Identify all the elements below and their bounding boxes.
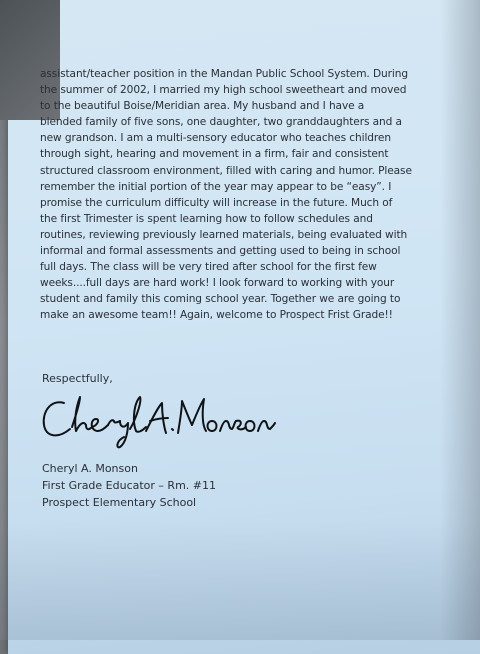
signer-title: First Grade Educator – Rm. #11 [42, 479, 216, 492]
body-line: the summer of 2002, I married my high school sweetheart and moved [40, 84, 407, 97]
body-line: promise the curriculum difficulty will increase in the future. Much of [40, 196, 393, 209]
signer-name: Cheryl A. Monson [42, 462, 138, 475]
body-line: assistant/teacher position in the Mandan Public School System. During [40, 68, 408, 80]
body-line: to the beautiful Boise/Meridian area. My husband and I have a [40, 100, 365, 113]
letter-body [40, 66, 464, 324]
body-line: blended family of five sons, one daughter, two granddaughters and a [40, 116, 402, 129]
signer-school: Prospect Elementary School [42, 496, 197, 509]
body-line: weeks....full days are hard work! I look forward to working with your [40, 277, 395, 290]
body-line: the first Trimester is spent learning how to follow schedules and [40, 212, 373, 225]
body-line: new grandson. I am a multi-sensory educator who teaches children [40, 132, 391, 145]
handwritten-signature [36, 385, 276, 455]
body-line: informal and formal assessments and getting used to being in school [40, 245, 401, 258]
body-line: student and family this coming school year. Together we are going to [40, 293, 401, 306]
body-line: remember the initial portion of the year may appear to be “easy”. I [40, 180, 392, 193]
body-line: full days. The class will be very tired after school for the first few [40, 261, 377, 274]
closing-salutation: Respectfully, [42, 372, 113, 385]
body-line: through sight, hearing and movement in a firm, fair and consistent [40, 148, 389, 161]
signature-block [42, 460, 216, 511]
body-line: routines, reviewing previously learned materials, being evaluated with [40, 228, 408, 241]
body-line: structured classroom environment, filled with caring and humor. Please [40, 164, 412, 177]
body-line: make an awesome team!! Again, welcome to Prospect Frist Grade!! [40, 309, 393, 322]
